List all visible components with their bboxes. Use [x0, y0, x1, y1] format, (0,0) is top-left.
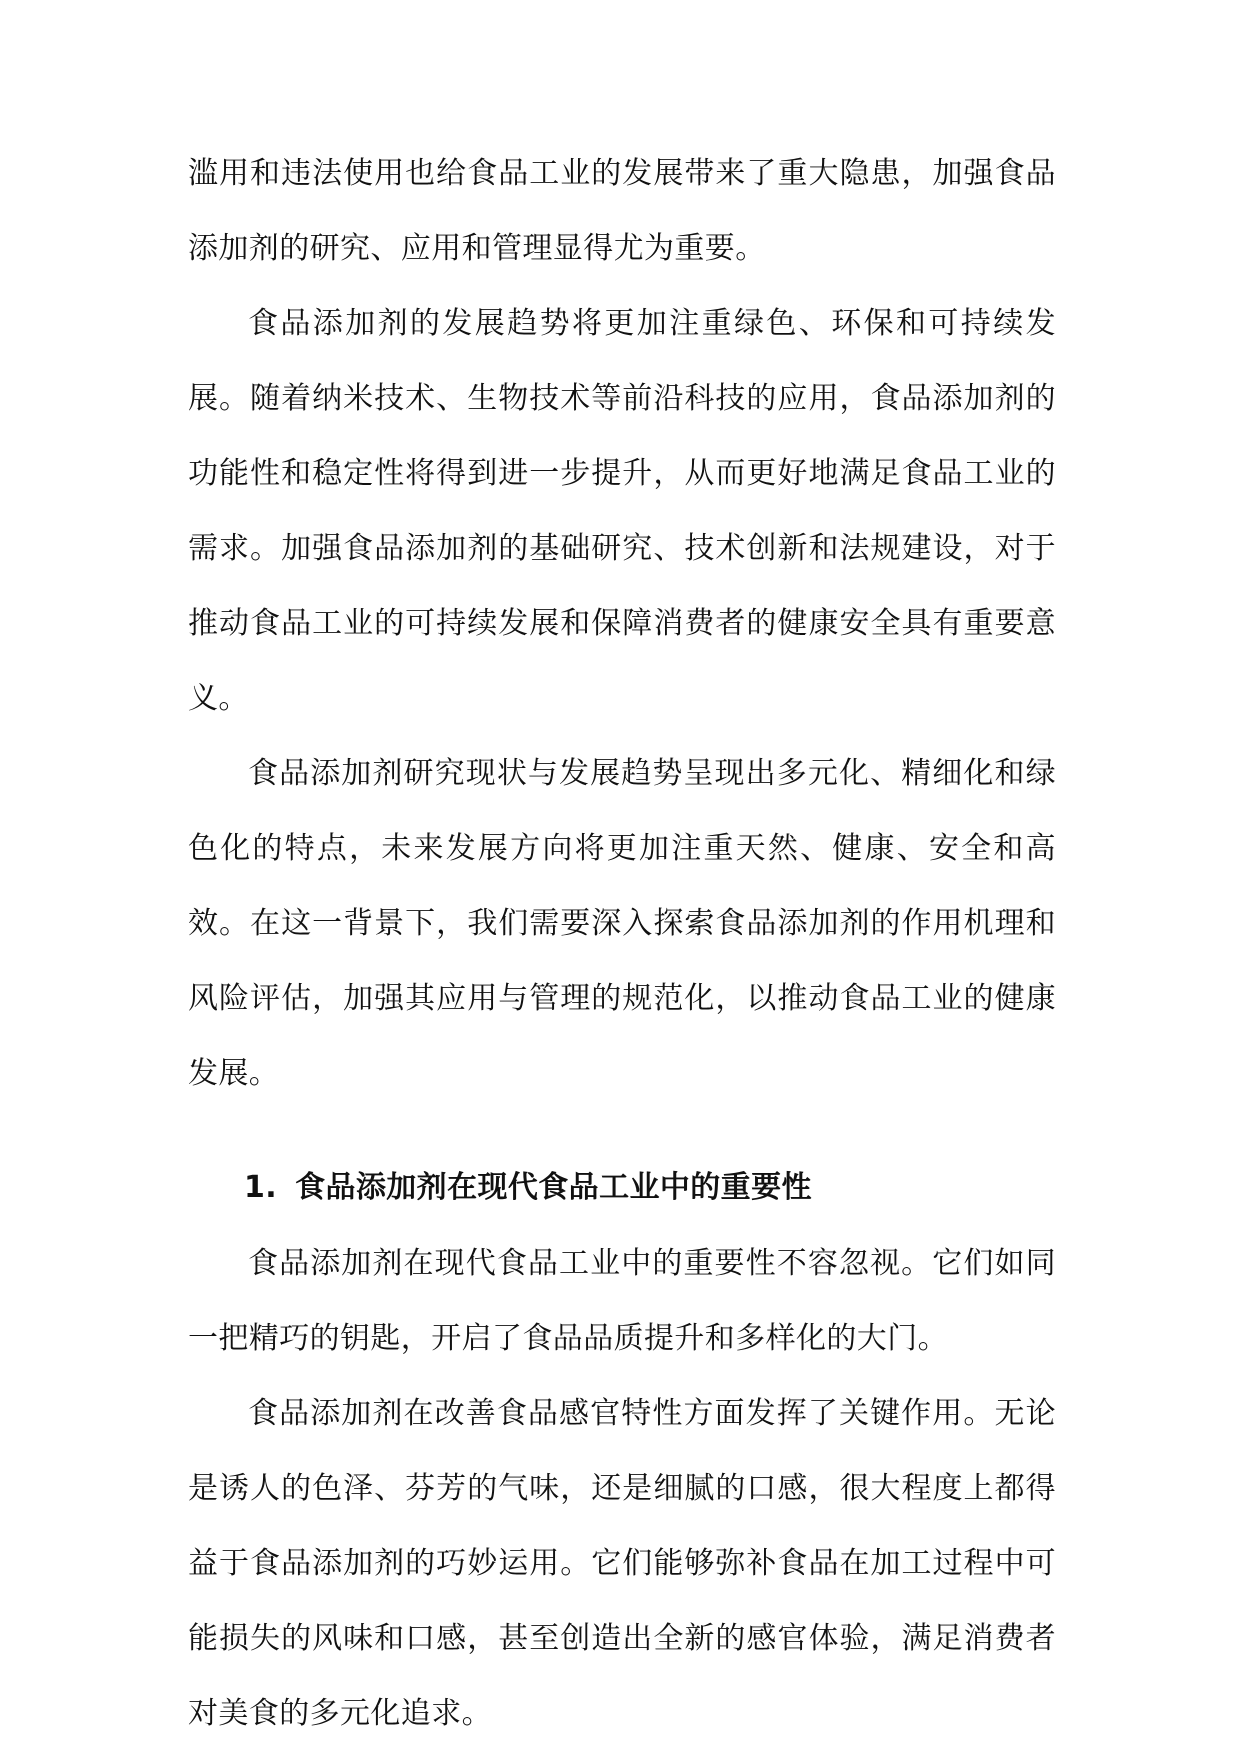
body-text	[188, 136, 1056, 1751]
paragraph-trends: 食品添加剂的发展趋势将更加注重绿色、环保和可持续发展。随着纳米技术、生物技术等前沿科技的应用，食品添加剂的功能性和稳定性将得到进一步提升，从而更好地满足食品工业的需求。加强食品添加剂的基础研究、技术创新和法规建设，对于推动食品工业的可持续发展和保障消费者的健康安全具有重要意义。	[188, 306, 1056, 716]
section-title: 食品添加剂在现代食品工业中的重要性	[295, 1170, 812, 1205]
section-heading	[188, 1111, 1056, 1226]
paragraph-continued: 滥用和违法使用也给食品工业的发展带来了重大隐患，加强食品添加剂的研究、应用和管理显得尤为重要。	[188, 156, 1056, 266]
paragraph-sensory: 食品添加剂在改善食品感官特性方面发挥了关键作用。无论是诱人的色泽、芬芳的气味，还是细腻的口感，很大程度上都得益于食品添加剂的巧妙运用。它们能够弥补食品在加工过程中可能损失的风味和口感，甚至创造出全新的感官体验，满足消费者对美食的多元化追求。	[188, 1396, 1056, 1731]
paragraph-importance: 食品添加剂在现代食品工业中的重要性不容忽视。它们如同一把精巧的钥匙，开启了食品品质提升和多样化的大门。	[188, 1246, 1056, 1356]
paragraph-status: 食品添加剂研究现状与发展趋势呈现出多元化、精细化和绿色化的特点，未来发展方向将更加注重天然、健康、安全和高效。在这一背景下，我们需要深入探索食品添加剂的作用机理和风险评估，加强其应用与管理的规范化，以推动食品工业的健康发展。	[188, 756, 1056, 1091]
section-number: 1.	[244, 1170, 278, 1205]
